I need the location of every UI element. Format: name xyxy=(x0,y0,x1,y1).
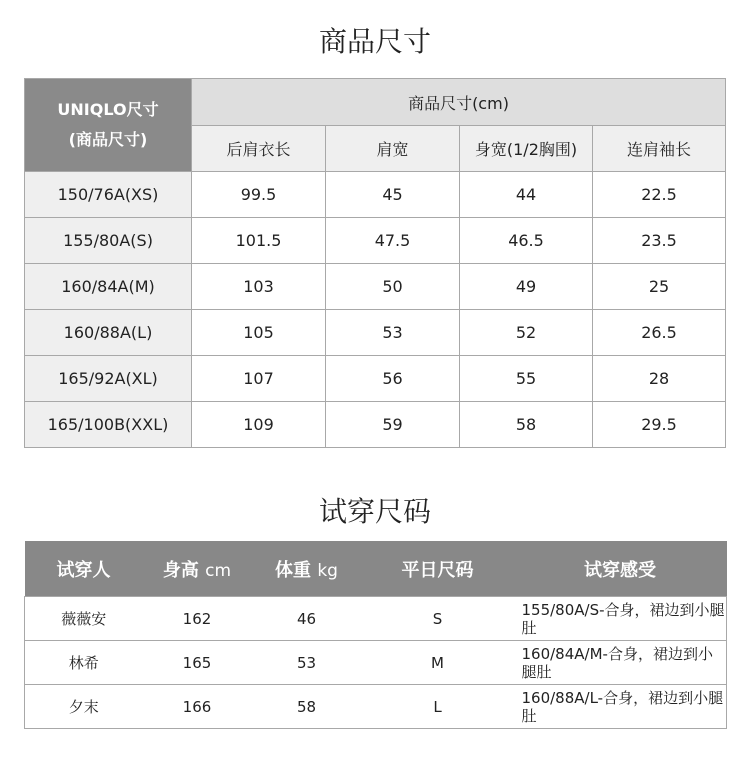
table-cell: 56 xyxy=(326,356,460,402)
height-value: 162 xyxy=(143,597,252,641)
table-row xyxy=(25,356,726,402)
table-cell: 53 xyxy=(326,310,460,356)
table-cell: 109 xyxy=(192,402,326,448)
table-cell: 45 xyxy=(326,172,460,218)
table-cell: 50 xyxy=(326,264,460,310)
header-height-label: 身高 xyxy=(162,559,199,581)
size-section-title: 商品尺寸 xyxy=(318,25,431,58)
height-value: 166 xyxy=(143,685,252,729)
table-cell: 59 xyxy=(326,402,460,448)
table-row xyxy=(25,310,726,356)
table-cell: 44 xyxy=(460,172,593,218)
size-label: 165/92A(XL) xyxy=(25,356,192,402)
table-cell: 58 xyxy=(460,402,593,448)
feeling-text: 160/88A/L-合身，裙边到小腿肚 xyxy=(514,685,727,729)
weight-value: 53 xyxy=(252,641,362,685)
column-header: 后肩衣长 xyxy=(192,126,326,172)
table-cell: 103 xyxy=(192,264,326,310)
feeling-text: 155/80A/S-合身，裙边到小腿肚 xyxy=(514,597,727,641)
size-label: 150/76A(XS) xyxy=(25,172,192,218)
table-cell: 107 xyxy=(192,356,326,402)
header-height-unit: cm xyxy=(205,560,232,581)
table-cell: 22.5 xyxy=(593,172,726,218)
column-header: 身宽(1/2胸围) xyxy=(460,126,593,172)
table-row xyxy=(25,402,726,448)
size-table xyxy=(24,78,726,448)
column-header: 肩宽 xyxy=(326,126,460,172)
table-cell: 99.5 xyxy=(192,172,326,218)
table-row xyxy=(25,597,727,641)
table-cell: 25 xyxy=(593,264,726,310)
header-weight xyxy=(252,541,362,597)
table-cell: 55 xyxy=(460,356,593,402)
table-cell: 52 xyxy=(460,310,593,356)
person-name: 林希 xyxy=(25,641,143,685)
try-section-title: 试穿尺码 xyxy=(318,495,431,528)
table-cell: 105 xyxy=(192,310,326,356)
size-label: 155/80A(S) xyxy=(25,218,192,264)
height-value: 165 xyxy=(143,641,252,685)
person-name: 薇薇安 xyxy=(25,597,143,641)
size-label: 160/84A(M) xyxy=(25,264,192,310)
header-weight-unit: kg xyxy=(317,560,338,581)
header-usual-size: 平日尺码 xyxy=(362,541,514,597)
group-header: 商品尺寸(cm) xyxy=(192,79,726,126)
header-height xyxy=(143,541,252,597)
table-row xyxy=(25,641,727,685)
person-name: 夕末 xyxy=(25,685,143,729)
try-on-table xyxy=(24,541,727,729)
table-row xyxy=(25,685,727,729)
size-label: 165/100B(XXL) xyxy=(25,402,192,448)
table-cell: 23.5 xyxy=(593,218,726,264)
table-cell: 101.5 xyxy=(192,218,326,264)
table-row xyxy=(25,264,726,310)
size-label: 160/88A(L) xyxy=(25,310,192,356)
header-weight-label: 体重 xyxy=(275,559,312,581)
usual-size-value: M xyxy=(362,641,514,685)
weight-value: 58 xyxy=(252,685,362,729)
header-person: 试穿人 xyxy=(25,541,143,597)
size-table-corner-header xyxy=(25,79,192,172)
usual-size-value: S xyxy=(362,597,514,641)
table-cell: 49 xyxy=(460,264,593,310)
table-cell: 29.5 xyxy=(593,402,726,448)
usual-size-value: L xyxy=(362,685,514,729)
table-cell: 47.5 xyxy=(326,218,460,264)
feeling-text: 160/84A/M-合身，裙边到小腿肚 xyxy=(514,641,727,685)
table-cell: 28 xyxy=(593,356,726,402)
header-feeling: 试穿感受 xyxy=(514,541,727,597)
weight-value: 46 xyxy=(252,597,362,641)
column-header: 连肩袖长 xyxy=(593,126,726,172)
table-cell: 46.5 xyxy=(460,218,593,264)
corner-label-line1: UNIQLO尺寸 xyxy=(57,100,159,119)
table-row xyxy=(25,218,726,264)
table-row xyxy=(25,172,726,218)
table-cell: 26.5 xyxy=(593,310,726,356)
corner-label-line2: (商品尺寸) xyxy=(68,130,148,149)
